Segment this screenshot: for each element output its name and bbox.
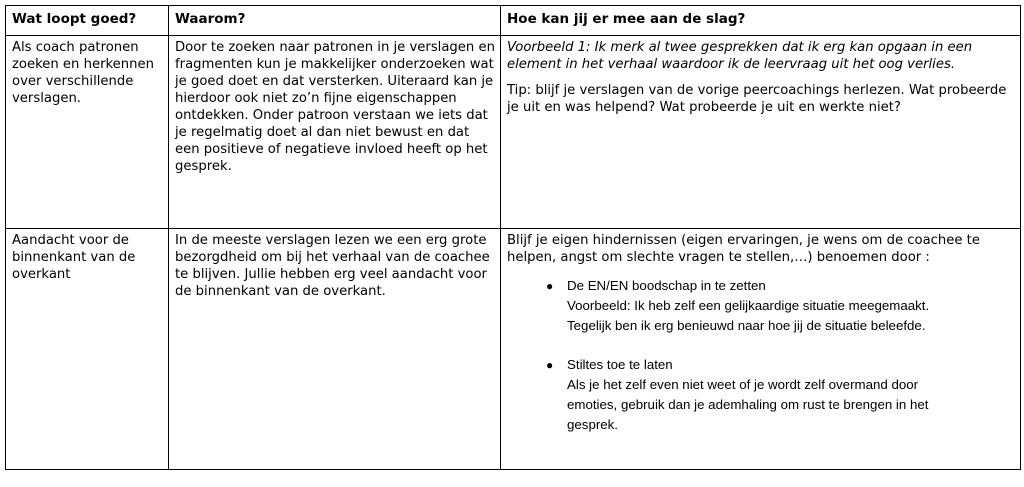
action-bullet-list xyxy=(507,276,1015,435)
header-waarom: Waarom? xyxy=(169,6,501,36)
list-item xyxy=(546,355,1015,435)
row2-strength-text: Aandacht voor de binnenkant van de overkant xyxy=(12,233,136,282)
bullet-dot-icon: ● xyxy=(546,358,554,372)
header-row xyxy=(6,6,1021,36)
row2-strength-cell xyxy=(6,229,169,470)
header-wat-loopt-goed: Wat loopt goed? xyxy=(6,6,169,36)
row2-action-cell xyxy=(501,229,1021,470)
row1-tip-text: Tip: blijf je verslagen van de vorige peercoachings herlezen. Wat probeerde je uit en was helpend? Wat probeerde je uit en werkte niet? xyxy=(507,83,1007,115)
header-hoe-aan-de-slag: Hoe kan jij er mee aan de slag? xyxy=(501,6,1021,36)
table-row xyxy=(6,36,1021,229)
bullet-line: emoties, gebruik dan je ademhaling om rust te brengen in het xyxy=(567,397,929,412)
row2-intro-text: Blijf je eigen hindernissen (eigen ervaringen, je wens om de coachee te helpen, angst om slechte vragen te stellen,…) benoemen door : xyxy=(507,233,980,265)
bullet-line: Voorbeeld: Ik heb zelf een gelijkaardige situatie meegemaakt. xyxy=(567,298,930,313)
row1-reason-text: Door te zoeken naar patronen in je verslagen en fragmenten kun je makkelijker onderzoeken wat je goed doet en dat versterken. Uiteraard kan je hierdoor ook niet zo’n fijne eigenschappen ontdekken. Onder patroon verstaan we iets dat je regelmatig doet al dan niet bewust en dat een positieve of negatieve invloed heeft op het gesprek. xyxy=(175,40,495,174)
bullet-dot-icon: ● xyxy=(546,279,554,293)
row1-strength-text: Als coach patronen zoeken en herkennen over verschillende verslagen. xyxy=(12,40,154,106)
bullet-line: Als je het zelf even niet weet of je wordt zelf overmand door xyxy=(567,377,919,392)
bullet-line: gesprek. xyxy=(567,417,618,432)
row2-reason-text: In de meeste verslagen lezen we een erg grote bezorgdheid om bij het verhaal van de coachee te blijven. Jullie hebben erg veel aandacht voor de binnenkant van de overkant. xyxy=(175,233,490,299)
bullet-title: De EN/EN boodschap in te zetten xyxy=(567,278,766,293)
bullet-line: Tegelijk ben ik erg benieuwd naar hoe jij de situatie beleefde. xyxy=(567,318,926,333)
bullet-title: Stiltes toe te laten xyxy=(567,357,673,372)
row1-example-text: Voorbeeld 1: Ik merk al twee gesprekken dat ik erg kan opgaan in een element in het verhaal waardoor ik de leervraag uit het oog verlies. xyxy=(507,40,973,72)
feedback-table xyxy=(5,5,1021,470)
table-row xyxy=(6,229,1021,470)
list-item xyxy=(546,276,1015,336)
row1-reason-cell xyxy=(169,36,501,229)
row1-strength-cell xyxy=(6,36,169,229)
row2-reason-cell xyxy=(169,229,501,470)
row1-action-cell xyxy=(501,36,1021,229)
